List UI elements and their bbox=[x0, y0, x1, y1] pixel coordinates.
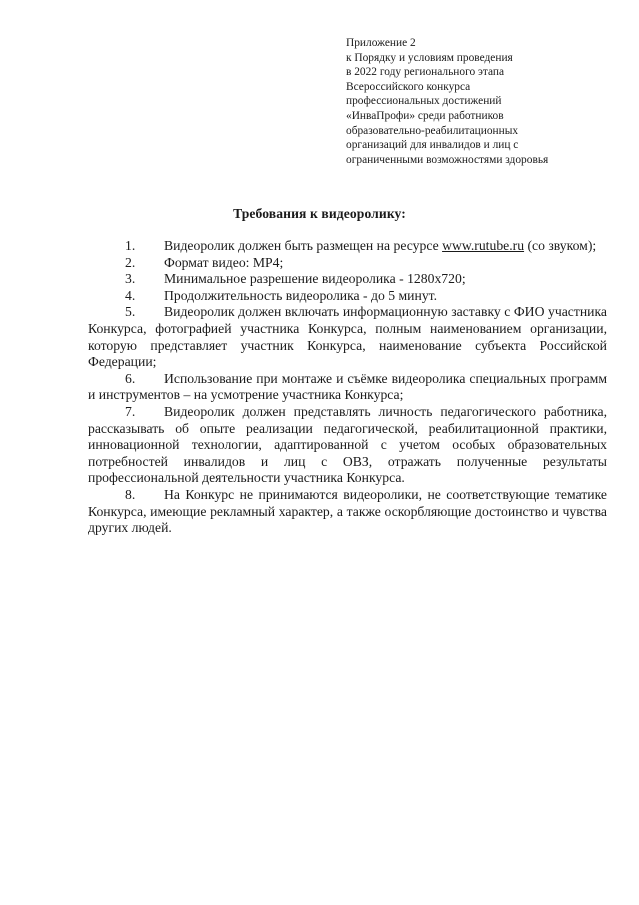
appendix-line: в 2022 году регионального этапа bbox=[346, 66, 505, 79]
appendix-header bbox=[346, 36, 616, 167]
appendix-line: «ИнваПрофи» среди работников bbox=[346, 109, 504, 122]
requirement-number: 1. bbox=[125, 238, 136, 253]
requirement-text: Видеоролик должен представлять личность педагогического работника, рассказывать об опыте реализации педагогической, реабилитационной практики, инновационной технологии, адаптированной с учетом особых образовательных потребностей инвалидов и лиц с ОВЗ, отражать полученные результаты профессиональной деятельности участника Конкурса. bbox=[88, 403, 607, 486]
document-title: Требования к видеоролику: bbox=[233, 206, 406, 221]
requirement-item bbox=[88, 288, 607, 305]
rutube-link[interactable]: www.rutube.ru bbox=[442, 238, 525, 253]
appendix-line: организаций для инвалидов и лиц с bbox=[346, 139, 519, 152]
requirement-number: 7. bbox=[125, 403, 136, 419]
requirement-item bbox=[88, 255, 607, 272]
requirement-number: 8. bbox=[125, 486, 136, 502]
requirement-number: 3. bbox=[125, 271, 136, 287]
requirement-number: 2. bbox=[125, 254, 136, 270]
appendix-line: Приложение 2 bbox=[346, 37, 416, 49]
requirement-text: Видеоролик должен включать информационную заставку с ФИО участника Конкурса, фотографией участника Конкурса, полным наименованием организации, которую представляет участник Конкурса, наименование субъекта Российской Федерации; bbox=[88, 304, 607, 370]
requirements-list bbox=[88, 238, 607, 537]
appendix-line: профессиональных достижений bbox=[346, 95, 502, 108]
requirement-item bbox=[88, 404, 607, 487]
requirement-number: 4. bbox=[125, 287, 136, 303]
requirement-text: На Конкурс не принимаются видеоролики, не соответствующие тематике Конкурса, имеющие рекламный характер, а также оскорбляющие достоинство и чувства других людей. bbox=[88, 486, 607, 536]
requirement-item bbox=[88, 238, 607, 255]
requirement-item bbox=[88, 304, 607, 370]
requirement-item bbox=[88, 271, 607, 288]
requirement-item bbox=[88, 487, 607, 537]
requirement-number: 5. bbox=[125, 304, 136, 320]
appendix-line: к Порядку и условиям проведения bbox=[346, 51, 513, 64]
requirement-item bbox=[88, 371, 607, 404]
requirement-text: Продолжительность видеоролика - до 5 минут. bbox=[164, 287, 438, 303]
requirement-text: (со звуком); bbox=[524, 238, 597, 253]
appendix-line: Всероссийского конкурса bbox=[346, 80, 471, 93]
appendix-line: ограниченными возможностями здоровья bbox=[346, 153, 549, 166]
requirement-text: Видеоролик должен быть размещен на ресурсе bbox=[164, 238, 443, 253]
requirement-text: Формат видео: MP4; bbox=[164, 254, 284, 270]
requirement-text: Минимальное разрешение видеоролика - 1280х720; bbox=[164, 271, 466, 287]
appendix-line: образовательно-реабилитационных bbox=[346, 124, 519, 137]
requirement-text: Использование при монтаже и съёмке видеоролика специальных программ и инструментов – на усмотрение участника Конкурса; bbox=[88, 370, 607, 403]
requirement-number: 6. bbox=[125, 370, 136, 386]
